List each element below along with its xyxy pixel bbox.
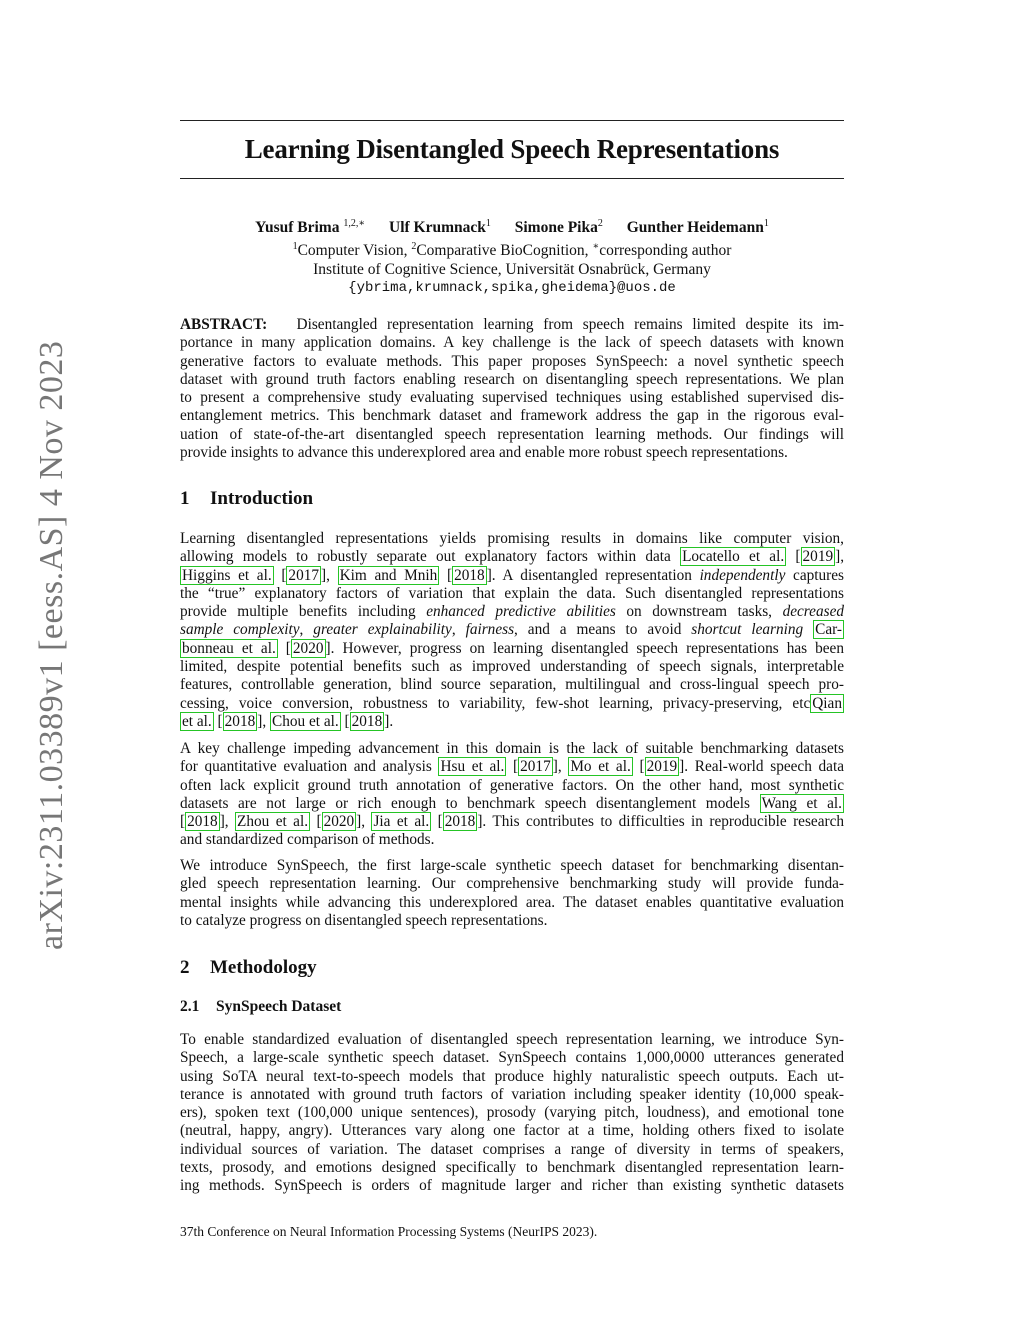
text-line: A key challenge impeding advancement in this domain is the lack of suitable benchmarking datasets xyxy=(180,740,844,757)
aff-text: corresponding author xyxy=(599,242,732,260)
section-title: Introduction xyxy=(210,488,314,509)
abstract-line: uation of state-of-the-art disentangled speech representation learning methods. Our findings will xyxy=(180,425,844,443)
author-sup: 1 xyxy=(763,218,769,229)
text-line: Learning disentangled representations yields promising results in domains like computer vision, xyxy=(180,530,844,547)
abstract-line: entanglement metrics. This benchmark dataset and framework address the gap in the rigorous eval- xyxy=(180,407,844,425)
section-number: 1 xyxy=(180,488,190,509)
text: , and a means to avoid xyxy=(514,621,692,639)
citation-year-link[interactable]: 2018 xyxy=(187,813,218,831)
author-block xyxy=(180,214,844,298)
text-line xyxy=(180,795,844,813)
author-name: Ulf Krumnack xyxy=(389,219,486,237)
intro-paragraph-3 xyxy=(180,857,844,930)
citation-link[interactable]: Chou et al. xyxy=(272,712,339,730)
text-line xyxy=(180,695,844,713)
citation-year-link[interactable]: 2020 xyxy=(292,639,324,657)
citation-link[interactable]: Wang et al. xyxy=(761,794,842,812)
conference-footnote: 37th Conference on Neural Information Processing Systems (NeurIPS 2023). xyxy=(180,1224,598,1239)
text-line: using SoTA neural text-to-speech models that produce highly naturalistic speech outputs. Each ut- xyxy=(180,1067,844,1085)
citation-link[interactable]: Jia et al. xyxy=(373,813,430,831)
text-line: individual sources of variation. The dataset comprises a range of diversity in terms of speakers, xyxy=(180,1140,844,1158)
author-names xyxy=(180,214,844,237)
citation-year-link[interactable]: 2017 xyxy=(288,566,320,584)
citation-link[interactable]: Hsu et al. xyxy=(440,758,505,776)
aff-text: Comparative BioCognition, xyxy=(416,242,593,260)
subsection-title: SynSpeech Dataset xyxy=(216,998,342,1015)
abstract-line: dataset with ground truth factors enabling research on disentangling speech representations. We plan xyxy=(180,370,844,388)
citation-link[interactable]: Mo et al. xyxy=(570,758,631,776)
abstract-label: ABSTRACT: xyxy=(180,316,268,333)
email-line: {ybrima,krumnack,spika,gheidema}@uos.de xyxy=(348,280,676,297)
affiliation-line xyxy=(180,237,844,260)
abstract-text: Disentangled representation learning from speech remains limited despite its im- xyxy=(296,316,844,333)
citation-link[interactable]: et al. xyxy=(182,712,212,730)
text: on downstream tasks, xyxy=(615,603,783,621)
abstract xyxy=(180,316,844,462)
text-line: ers), spoken text (100,000 unique sentences), prosody (varying pitch, loudness), and emotional tone xyxy=(180,1104,844,1122)
citation-year-link[interactable]: 2017 xyxy=(520,758,551,776)
text-line: Speech, a large-scale synthetic speech dataset. SynSpeech contains 1,000,0000 utterances generated xyxy=(180,1049,844,1067)
text-line xyxy=(180,603,844,621)
text: . Real-world speech data xyxy=(684,758,845,776)
aff-sup: ∗ xyxy=(592,241,600,253)
text-line: Higgins et al. [ 2017 ], Kim and Mnih [ 2018 ]. A disentangled representation independently captures xyxy=(182,566,844,584)
text: for quantitative evaluation and analysis xyxy=(180,758,439,776)
section-heading-introduction xyxy=(180,488,313,510)
author xyxy=(389,219,491,236)
text: captures xyxy=(785,566,844,584)
title-bottom-rule xyxy=(180,178,844,179)
text-line: sample complexity, greater explainability, fairness, and a means to avoid shortcut learning Car- xyxy=(180,621,843,639)
section-number: 2 xyxy=(180,957,190,978)
citation-year-link[interactable]: 2018 xyxy=(351,712,383,730)
section-title: Methodology xyxy=(210,957,317,978)
citation-link[interactable]: bonneau et al. xyxy=(182,639,276,657)
abstract-line: generative factors to evaluate methods. This paper proposes SynSpeech: a novel synthetic speech xyxy=(180,352,844,370)
citation-year-link[interactable]: 2018 xyxy=(454,566,485,584)
text-line: texts, prosody, and emotions designed specifically to benchmark disentangled representation learn- xyxy=(180,1159,844,1177)
text-line: to catalyze progress on disentangled speech representations. xyxy=(180,911,548,929)
text-line: often lack explicit ground truth annotation of generative factors. On the other hand, most synthetic xyxy=(180,776,844,794)
text-line: et al. [ 2018 ], Chou et al. [ 2018 ]. xyxy=(182,712,394,730)
text-line: and standardized comparison of methods. xyxy=(180,831,435,849)
subsection-number: 2.1 xyxy=(180,998,200,1015)
abstract-line xyxy=(180,316,844,334)
text: provide multiple benefits including xyxy=(180,603,427,621)
emphasis: fairness xyxy=(465,621,515,639)
citation-year-link[interactable]: 2020 xyxy=(323,813,355,831)
author-name: Gunther Heidemann xyxy=(626,219,764,237)
citation-link[interactable]: Car- xyxy=(815,621,843,639)
citation-year-link[interactable]: 2019 xyxy=(802,548,834,566)
subsection-heading-synspeech xyxy=(180,998,341,1016)
text: allowing models to robustly separate out explanatory factors within data xyxy=(180,548,681,566)
intro-paragraph-1 xyxy=(180,530,844,731)
abstract-line: to present a comprehensive study evaluating supervised techniques using established supervised dis- xyxy=(180,389,844,407)
author xyxy=(515,219,603,236)
author-name: Yusuf Brima xyxy=(255,219,340,237)
author-sup: 1 xyxy=(485,218,491,229)
text-line: terance is annotated with ground truth factors of variation including speaker identity (10,000 speak- xyxy=(180,1085,844,1103)
citation-link[interactable]: Higgins et al. xyxy=(182,566,272,584)
citation-year-link[interactable]: 2019 xyxy=(646,758,678,776)
text-line: allowing models to robustly separate out explanatory factors within data Locatello et al. [ 2019 ], xyxy=(180,548,845,566)
emphasis: greater explainability xyxy=(313,621,452,639)
text-line: mental insights while advancing this underexplored area. The dataset enables quantitative evaluation xyxy=(180,893,844,911)
aff-sup: 2 xyxy=(411,241,417,253)
citation-link[interactable]: Zhou et al. xyxy=(237,813,309,831)
text: . However, progress on learning disentangled speech representations has been xyxy=(330,639,844,657)
citation-link[interactable]: Locatello et al. xyxy=(682,548,785,566)
emphasis: decreased xyxy=(782,603,845,621)
paper-title: Learning Disentangled Speech Representations xyxy=(244,134,780,164)
citation-link[interactable]: Qian xyxy=(812,694,842,712)
citation-year-link[interactable]: 2018 xyxy=(444,813,476,831)
author-sup: 2 xyxy=(597,218,603,229)
citation-link[interactable]: Kim and Mnih xyxy=(339,566,438,584)
text-line: limited, despite potential benefits such as improved understanding of speech signals, interpretable xyxy=(180,658,844,676)
text-line: [ 2018 ], Zhou et al. [ 2020 ], Jia et al. [ 2018 ]. This contributes to difficulties in reproducible research xyxy=(180,813,845,831)
text-line: We introduce SynSpeech, the first large-scale synthetic speech dataset for benchmarking disentan- xyxy=(180,857,844,874)
text: cessing, voice conversion, robustness to variability, few-shot learning, privacy-preserving, etc xyxy=(180,694,811,712)
aff-sup: 1 xyxy=(292,241,298,253)
section-heading-methodology xyxy=(180,957,317,979)
title-top-rule xyxy=(180,120,844,121)
citation-year-link[interactable]: 2018 xyxy=(224,712,256,730)
text-line: for quantitative evaluation and analysis Hsu et al. [ 2017 ], Mo et al. [ 2019 ]. Real-world speech data xyxy=(180,758,845,776)
emphasis: sample complexity xyxy=(180,621,300,639)
author-name: Simone Pika xyxy=(514,219,598,237)
author xyxy=(627,219,769,236)
arxiv-stamp: arXiv:2311.03389v1 [eess.AS] 4 Nov 2023 xyxy=(33,340,70,950)
text-line: gled speech representation learning. Our comprehensive benchmarking study will provide funda- xyxy=(180,875,844,893)
text-line: ing methods. SynSpeech is orders of magnitude larger and richer than existing synthetic datasets xyxy=(180,1177,844,1195)
emphasis: shortcut learning xyxy=(691,621,804,639)
author xyxy=(255,219,365,236)
intro-paragraph-2 xyxy=(180,740,844,850)
text-line: (neutral, happy, angry). Utterances vary along one factor at a time, holding others fixed to isolate xyxy=(180,1122,844,1140)
abstract-line: portance in many application domains. A key challenge is the lack of speech datasets with known xyxy=(180,334,844,352)
text: . This contributes to difficulties in reproducible research xyxy=(482,813,845,831)
author-sup: 1,2,∗ xyxy=(343,218,366,229)
emphasis: independently xyxy=(699,566,786,584)
text-line: bonneau et al. [ 2020 ]. However, progress on learning disentangled speech representations has been xyxy=(182,639,844,657)
dataset-paragraph xyxy=(180,1031,844,1196)
text: datasets are not large or rich enough to benchmark speech disentanglement models xyxy=(180,794,760,812)
emphasis: enhanced predictive abilities xyxy=(426,603,616,621)
institute-line: Institute of Cognitive Science, Universität Osnabrück, Germany xyxy=(313,261,711,279)
text-line: the “true” explanatory factors of variation that explain the data. Such disentangled representations xyxy=(180,584,844,602)
aff-text: Computer Vision, xyxy=(297,242,412,260)
text-line: features, controllable generation, blind source separation, multilingual and cross-lingual speech pro- xyxy=(180,676,844,694)
text-line: To enable standardized evaluation of disentangled speech representation learning, we introduce Syn- xyxy=(180,1031,844,1048)
text: . A disentangled representation xyxy=(491,566,700,584)
abstract-line: provide insights to advance this underexplored area and enable more robust speech representations. xyxy=(180,444,788,462)
